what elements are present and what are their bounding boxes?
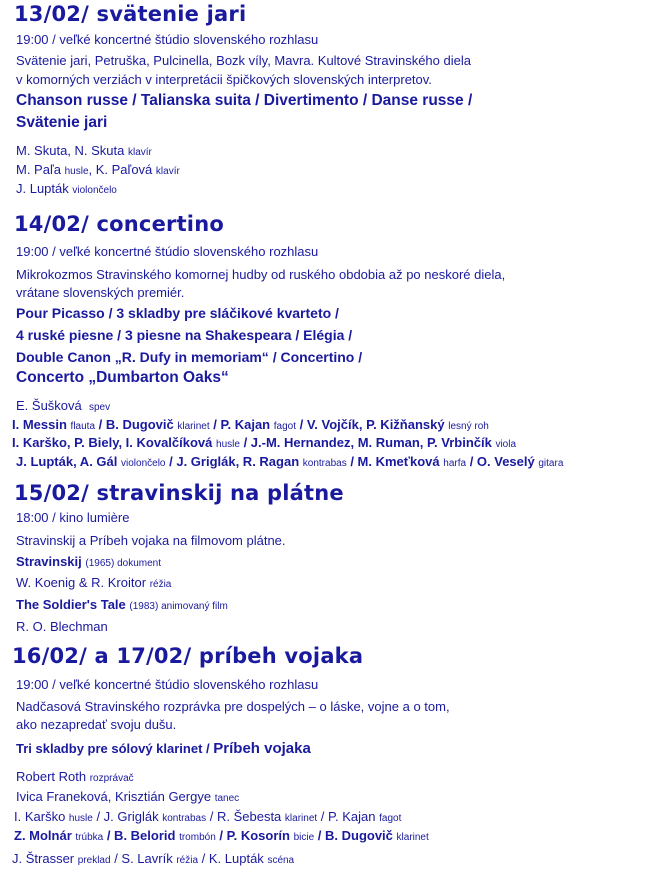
section-title: 16/02/ a 17/02/ príbeh vojaka	[12, 644, 364, 668]
program-line: 4 ruské piesne / 3 piesne na Shakespeara / Elégia /	[16, 327, 353, 343]
credit-name: / K. Lupták	[201, 851, 264, 866]
credit-role: scéna	[267, 855, 295, 866]
performer-role: harfa	[443, 458, 467, 469]
performer-role: husle	[216, 439, 240, 450]
film-title: The Soldier's Tale	[16, 597, 126, 612]
performer-name: J. Lupták	[16, 181, 69, 196]
credit-name: / R. Šebesta	[209, 809, 282, 824]
film-meta: (1965) dokument	[85, 558, 161, 569]
performer-role: klarinet	[177, 421, 210, 432]
performer-role: violončelo	[72, 185, 117, 196]
description-line: Nadčasová Stravinského rozprávka pre dospelých – o láske, vojne a o tom,	[16, 699, 450, 714]
credit-role: trúbka	[75, 832, 104, 843]
description-line: ako nezapredať svoju dušu.	[16, 717, 177, 732]
program-line: Svätenie jari	[16, 114, 108, 131]
description-line: Svätenie jari, Petruška, Pulcinella, Bozk víly, Mavra. Kultové Stravinského diela	[16, 53, 471, 68]
credit-role: preklad	[77, 855, 111, 866]
performer-role: viola	[495, 439, 517, 450]
description-line: vrátane slovenských premiér.	[16, 285, 185, 300]
program-line: Concerto „Dumbarton Oaks“	[16, 369, 229, 386]
credit-role: trombón	[179, 832, 216, 843]
time-venue: 19:00 / veľké koncertné štúdio slovenského rozhlasu	[16, 244, 319, 259]
credit-role: bicie	[293, 832, 315, 843]
performer-name: / P. Kajan	[213, 417, 271, 432]
performer-name: / J.-M. Hernandez, M. Ruman, P. Vrbinčík	[243, 435, 492, 450]
credit-name: / P. Kosorín	[219, 828, 290, 843]
credit-role: réžia	[176, 855, 199, 866]
performer-name: / B. Dugovič	[98, 417, 174, 432]
credit-name: Robert Roth	[16, 769, 87, 784]
credit-line	[16, 769, 134, 787]
performer-name: M. Paľa	[16, 162, 61, 177]
performer-role: spev	[89, 402, 111, 413]
credit-name: Z. Molnár	[14, 828, 72, 843]
performer-name: , K. Paľová	[88, 162, 153, 177]
performer-name: I. Messin	[12, 417, 67, 432]
performer-role: gitara	[538, 458, 564, 469]
description-line: v komorných verziách v interpretácii špičkových slovenských interpretov.	[16, 72, 432, 87]
program-item: Príbeh vojaka	[213, 740, 311, 757]
section-title: 15/02/ stravinskij na plátne	[14, 481, 344, 505]
performer-role: klavír	[128, 147, 152, 158]
film-meta: (1983) animovaný film	[129, 601, 228, 612]
performer-name: M. Skuta, N. Skuta	[16, 143, 125, 158]
performer-role: husle	[64, 166, 89, 177]
time-venue: 19:00 / veľké koncertné štúdio slovenského rozhlasu	[16, 677, 319, 692]
credit-role: réžia	[149, 579, 172, 590]
film-line	[16, 597, 228, 615]
film-credit	[16, 575, 171, 593]
credit-role: rozprávač	[89, 773, 134, 784]
section-title: 13/02/ svätenie jari	[14, 2, 247, 26]
credit-name: / S. Lavrík	[114, 851, 173, 866]
program-line: Chanson russe / Talianska suita / Divertimento / Danse russe /	[16, 92, 473, 109]
performer-role: kontrabas	[302, 458, 347, 469]
credit-name: / B. Belorid	[106, 828, 176, 843]
program-line: Pour Picasso / 3 skladby pre sláčikové kvarteto /	[16, 305, 339, 321]
performer-line	[16, 143, 152, 161]
credit-name: I. Karško	[14, 809, 66, 824]
time-venue: 18:00 / kino lumière	[16, 510, 130, 525]
credit-name: J. Štrasser	[12, 851, 75, 866]
credit-name: W. Koenig & R. Kroitor	[16, 575, 147, 590]
description-line: Mikrokozmos Stravinského komornej hudby od ruského obdobia až po neskoré diela,	[16, 267, 506, 282]
performer-name: J. Lupták, A. Gál	[16, 454, 118, 469]
credit-name: / P. Kajan	[320, 809, 376, 824]
performer-name: I. Karško, P. Biely, I. Kovalčíková	[12, 435, 213, 450]
performer-line	[16, 162, 180, 180]
performer-role: klavír	[155, 166, 180, 177]
credit-name: / J. Griglák	[96, 809, 159, 824]
performer-line	[12, 435, 516, 453]
credit-role: husle	[68, 813, 93, 824]
film-line	[16, 554, 161, 572]
performer-line	[16, 398, 110, 416]
time-venue: 19:00 / veľké koncertné štúdio slovenského rozhlasu	[16, 32, 319, 47]
performer-line	[16, 181, 117, 199]
credit-name: / B. Dugovič	[317, 828, 393, 843]
performer-role: lesný roh	[448, 421, 489, 432]
film-credit	[16, 619, 108, 635]
credit-role: tanec	[214, 793, 240, 804]
performer-role: flauta	[70, 421, 96, 432]
program-line: Double Canon „R. Dufy in memoriam“ / Concertino /	[16, 349, 363, 365]
performer-role: violončelo	[121, 458, 166, 469]
performer-role: fagot	[273, 421, 296, 432]
credit-role: klarinet	[396, 832, 429, 843]
performer-name: / J. Griglák, R. Ragan	[169, 454, 300, 469]
performer-name: / O. Veselý	[469, 454, 535, 469]
performer-name: E. Šušková	[16, 398, 82, 413]
credit-name: R. O. Blechman	[16, 619, 108, 634]
credit-line	[14, 809, 401, 827]
film-title: Stravinskij	[16, 554, 82, 569]
section-title: 14/02/ concertino	[14, 212, 224, 236]
credit-role: klarinet	[284, 813, 318, 824]
credit-line	[12, 851, 294, 869]
credit-role: fagot	[379, 813, 402, 824]
credit-line	[16, 789, 239, 807]
description-line: Stravinskij a Príbeh vojaka na filmovom plátne.	[16, 533, 286, 548]
credit-name: Ivica Franeková, Krisztián Gergye	[16, 789, 212, 804]
performer-name: / V. Vojčík, P. Kižňanský	[299, 417, 445, 432]
program-line	[16, 741, 311, 757]
performer-name: / M. Kmeťková	[350, 454, 440, 469]
performer-line	[16, 454, 563, 472]
credit-line	[14, 828, 429, 846]
credit-role: kontrabas	[162, 813, 207, 824]
program-item: Tri skladby pre sólový klarinet /	[16, 741, 210, 756]
performer-line	[12, 417, 489, 435]
